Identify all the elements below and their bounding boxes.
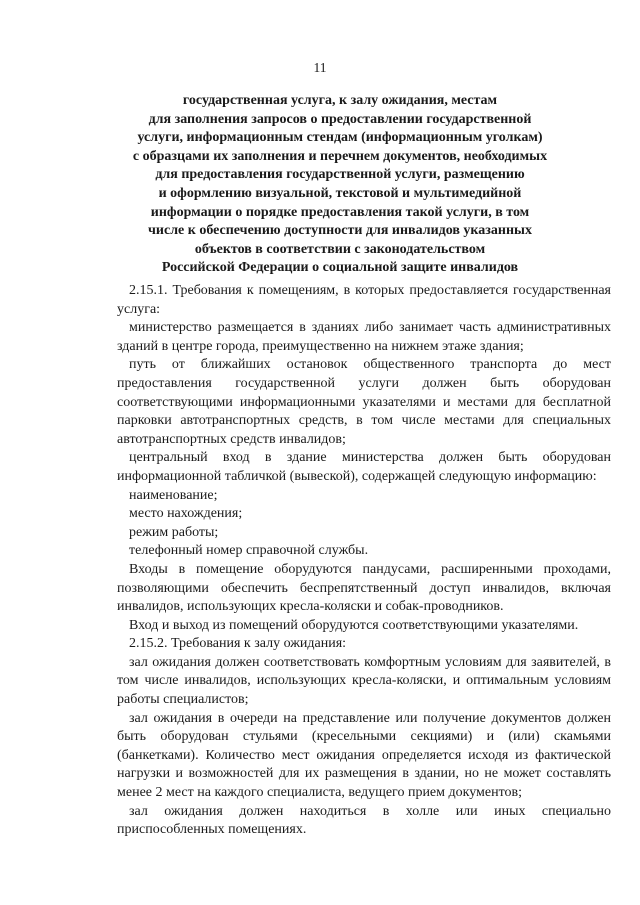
heading-line: для предоставления государственной услуги, размещению [155, 167, 525, 183]
paragraph: путь от ближайших остановок общественного транспорта до мест предоставления государственной услуги должен быть оборудован соответствующими информационными указателями и местами для бесплатной парковки автотранспортных средств, в том числе местами для специальных автотранспортных средств инвалидов; [117, 357, 611, 447]
heading-line: с образцами их заполнения и перечнем документов, необходимых [132, 148, 548, 164]
paragraph: зал ожидания должен находиться в холле или иных специально приспособленных помещениях. [117, 803, 611, 838]
paragraph-2-15-1: 2.15.1. Требования к помещениям, в которых предоставляется государственная услуга: [117, 283, 611, 317]
heading-line: информации о порядке предоставления такой услуги, в том [150, 204, 530, 220]
list-item: телефонный номер справочной службы. [129, 543, 369, 559]
paragraph: министерство размещается в зданиях либо занимает часть административных зданий в центре города, преимущественно на нижнем этаже здания; [117, 320, 611, 354]
heading-line: и оформлению визуальной, текстовой и мультимедийной [158, 185, 522, 201]
heading-line: услуги, информационным стендам (информационным уголкам) [137, 130, 543, 146]
paragraph: Вход и выход из помещений оборудуются соответствующими указателями. [129, 617, 579, 633]
page-number: 11 [313, 60, 327, 75]
heading-line: объектов в соответствии с законодательством [194, 241, 486, 257]
paragraph: Входы в помещение оборудуются пандусами, расширенными проходами, позволяющими обеспечить беспрепятственный доступ инвалидов, включая инвалидов, использующих кресла-коляски и собак-проводников. [117, 561, 611, 615]
paragraph: зал ожидания должен соответствовать комфортным условиям для заявителей, в том числе инвалидов, использующих кресла-коляски, и оптимальным условиям работы специалистов; [117, 654, 611, 708]
list-item: место нахождения; [129, 506, 243, 522]
document-body [117, 282, 611, 840]
paragraph-2-15-2: 2.15.2. Требования к залу ожидания: [129, 636, 347, 652]
paragraph: зал ожидания в очереди на представление или получение документов должен быть оборудован стульями (кресельными секциями) и (или) скамьями (банкетками). Количество мест ожидания определяется исходя из фактической нагрузки и возможностей для их размещения в здании, но не может составлять менее 2 мест на каждого специалиста, ведущего прием документов; [117, 710, 611, 801]
heading-line: государственная услуга, к залу ожидания, местам [182, 93, 498, 108]
heading-line: числе к обеспечению доступности для инвалидов указанных [148, 223, 532, 239]
heading-line: для заполнения запросов о предоставлении государственной [148, 111, 532, 127]
list-item: наименование; [129, 487, 218, 503]
heading-line: Российской Федерации о социальной защите инвалидов [161, 260, 519, 276]
section-heading [100, 92, 580, 278]
paragraph: центральный вход в здание министерства должен быть оборудован информационной табличкой (вывеской), содержащей следующую информацию: [117, 450, 611, 484]
list-item: режим работы; [129, 524, 219, 540]
